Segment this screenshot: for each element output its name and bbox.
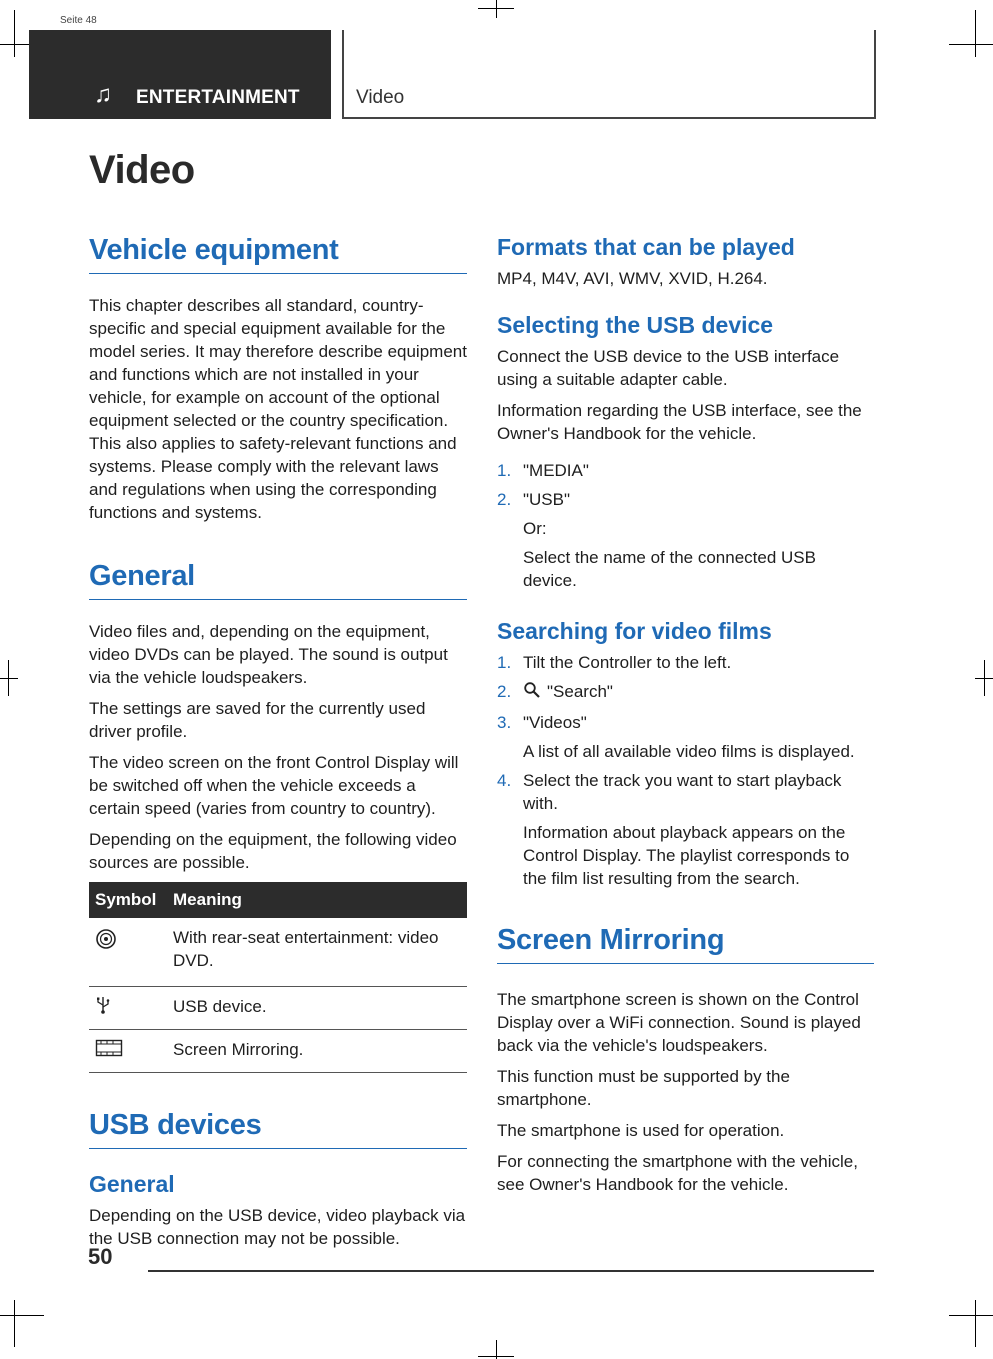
usb-general-text: Depending on the USB device, video playback via the USB connection may not be possible. (89, 1206, 466, 1248)
step-number: 4. (497, 771, 512, 790)
step-note: Information about playback appears on the Control Display. The playlist corresponds to the film list resulting from the search. (523, 823, 850, 888)
music-note-icon: ♫ (94, 81, 112, 108)
selecting-heading: Selecting the USB device (497, 312, 774, 338)
step-text: "Search" (547, 682, 613, 701)
vehicle-equipment-heading: Vehicle equipment (89, 234, 467, 274)
topic-header (342, 30, 876, 119)
mirroring-paragraph: The smartphone is used for operation. (497, 1121, 785, 1140)
step-number: 2. (497, 682, 512, 701)
step-number: 1. (497, 653, 512, 672)
selecting-paragraph: Information regarding the USB interface, see the Owner's Handbook for the vehicle. (497, 401, 862, 443)
right-column (497, 234, 874, 1204)
usb-icon (95, 995, 111, 1021)
general-heading: General (89, 560, 467, 600)
list-item (497, 651, 874, 674)
table-cell-meaning: With rear-seat entertainment: video DVD. (167, 918, 467, 987)
step-number: 2. (497, 490, 512, 509)
list-item (497, 680, 874, 705)
usb-devices-heading: USB devices (89, 1109, 467, 1149)
or-label: Or: (523, 519, 547, 538)
screen-mirroring-heading: Screen Mirroring (497, 924, 874, 964)
table-row (89, 918, 467, 987)
step-text: "Videos" (523, 713, 587, 732)
section-label: ENTERTAINMENT (136, 87, 300, 108)
table-cell-meaning: USB device. (167, 987, 467, 1030)
footer-rule (148, 1270, 874, 1272)
table-header-meaning: Meaning (167, 882, 467, 918)
page-marker: Seite 48 (60, 15, 97, 26)
list-item (497, 769, 874, 815)
general-paragraph: The settings are saved for the currently used driver profile. (89, 699, 426, 741)
left-column (89, 234, 467, 1258)
mirroring-paragraph: The smartphone screen is shown on the Control Display over a WiFi connection. Sound is played back via the vehicle's loudspeakers. (497, 990, 861, 1055)
disc-icon (95, 928, 117, 956)
page-title: Video (89, 148, 195, 192)
usb-general-heading: General (89, 1171, 175, 1197)
mirroring-paragraph: This function must be supported by the smartphone. (497, 1067, 790, 1109)
step-text: "MEDIA" (523, 461, 589, 480)
step-text: Tilt the Controller to the left. (523, 653, 732, 672)
table-row (89, 1030, 467, 1073)
topic-label: Video (356, 87, 405, 108)
step-note: A list of all available video films is displayed. (523, 742, 855, 761)
step-number: 3. (497, 713, 512, 732)
table-header-symbol: Symbol (89, 882, 167, 918)
section-header (29, 30, 331, 119)
step-number: 1. (497, 461, 512, 480)
searching-heading: Searching for video films (497, 618, 772, 644)
general-paragraph: Depending on the equipment, the following video sources are possible. (89, 830, 457, 872)
general-paragraph: Video files and, depending on the equipment, video DVDs can be played. The sound is output via the vehicle loudspeakers. (89, 622, 448, 687)
searching-steps (497, 651, 874, 734)
general-paragraph: The video screen on the front Control Display will be switched off when the vehicle exceeds a certain speed (varies from country to country). (89, 753, 459, 818)
searching-steps-cont (497, 769, 874, 815)
vehicle-equipment-text: This chapter describes all standard, country-specific and special equipment available for the model series. It may therefore describe equipment and functions which are not installed in your vehicle, for example on account of the optional equipment selected or the country specification. This also applies to safety-relevant functions and systems. Please comply with the relevant laws and regulations when using the corresponding functions and systems. (89, 296, 467, 522)
list-item (497, 711, 874, 734)
alt-instruction: Select the name of the connected USB device. (523, 548, 816, 590)
search-icon (523, 681, 541, 705)
selecting-steps (497, 459, 874, 511)
mirroring-paragraph: For connecting the smartphone with the vehicle, see Owner's Handbook for the vehicle. (497, 1152, 858, 1194)
step-text: Select the track you want to start playback with. (523, 771, 842, 813)
table-row (89, 987, 467, 1030)
video-sources-table (89, 882, 467, 1073)
page-number: 50 (88, 1244, 113, 1269)
selecting-paragraph: Connect the USB device to the USB interface using a suitable adapter cable. (497, 347, 840, 389)
formats-heading: Formats that can be played (497, 234, 795, 260)
list-item (497, 459, 874, 482)
table-cell-meaning: Screen Mirroring. (167, 1030, 467, 1073)
screen-mirroring-icon (95, 1038, 123, 1064)
step-text: "USB" (523, 490, 571, 509)
list-item (497, 488, 874, 511)
formats-text: MP4, M4V, AVI, WMV, XVID, H.264. (497, 269, 768, 288)
